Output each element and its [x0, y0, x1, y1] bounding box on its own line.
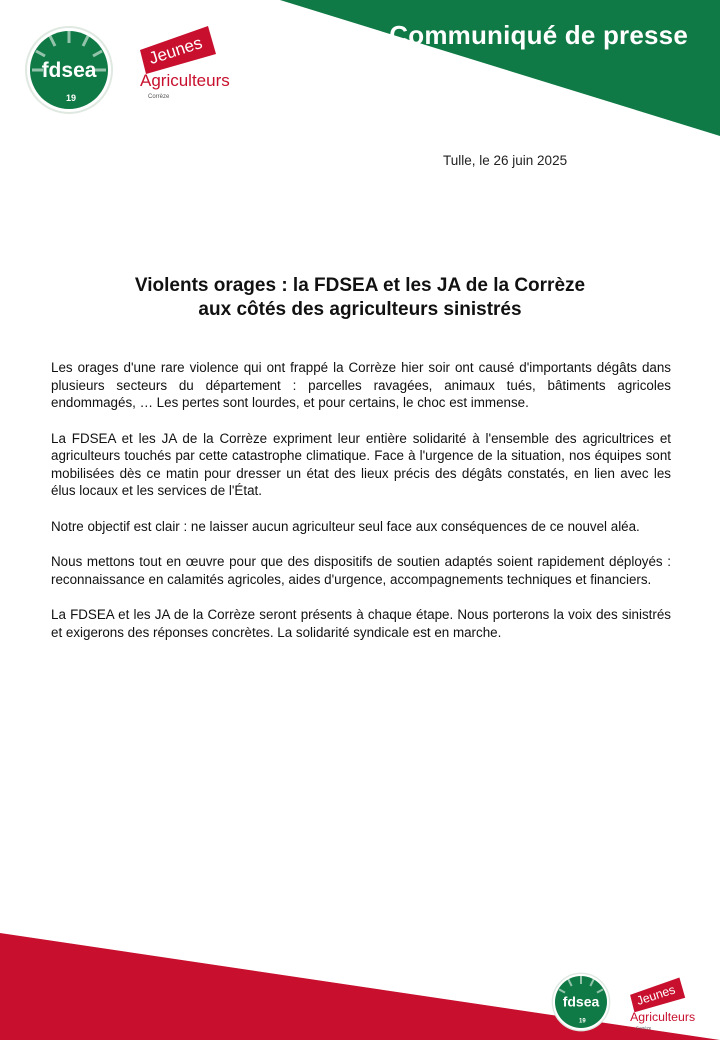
press-release-title — [0, 274, 720, 322]
footer-red-band — [0, 925, 720, 1040]
press-release-body — [51, 359, 671, 659]
fdsea-footer-number: 19 — [578, 1018, 586, 1025]
title-line-2: aux côtés des agriculteurs sinistrés — [198, 299, 522, 320]
ja-logo-region: Corrèze — [148, 94, 170, 100]
ja-logo-line2: Agriculteurs — [140, 71, 230, 90]
ja-logo-footer — [624, 976, 700, 1034]
ja-logo-line1: Jeunes — [146, 33, 205, 69]
date-line: Tulle, le 26 juin 2025 — [443, 153, 568, 168]
paragraph: Les orages d'une rare violence qui ont frappé la Corrèze hier soir ont causé d'importants dégâts dans plusieurs secteurs du département : parcelles ravagées, animaux tués, bâtiments agricoles endommagés, … Les pertes sont lourdes, et pour certains, le choc est immense. — [51, 360, 671, 410]
paragraph: La FDSEA et les JA de la Corrèze seront présents à chaque étape. Nous porterons la voix des sinistrés et exigerons des réponses concrètes. La solidarité syndicale est en marche. — [51, 607, 671, 640]
fdsea-footer-text: fdsea — [562, 993, 600, 1010]
header-title: Communiqué de presse — [389, 20, 688, 50]
ja-logo — [132, 24, 236, 104]
paragraph: Notre objectif est clair : ne laisser aucun agriculteur seul face aux conséquences de ce nouvel aléa. — [51, 518, 640, 534]
fdsea-logo — [24, 25, 114, 115]
ja-footer-line1: Jeunes — [634, 982, 677, 1009]
fdsea-logo-number: 19 — [65, 93, 77, 103]
fdsea-logo-footer — [551, 972, 611, 1032]
paragraph: La FDSEA et les JA de la Corrèze expriment leur entière solidarité à l'ensemble des agricultrices et agriculteurs touchés par cette catastrophe climatique. Face à l'urgence de la situation, nos équipes sont mobilisées dès ce matin pour dresser un état des lieux précis des dégâts constatés, en lien avec les élus locaux et les services de l'État. — [51, 430, 671, 498]
title-line-1: Violents orages : la FDSEA et les JA de la Corrèze — [134, 275, 586, 296]
ja-footer-line2: Agriculteurs — [630, 1009, 696, 1024]
paragraph: Nous mettons tout en œuvre pour que des dispositifs de soutien adaptés soient rapidement déployés : reconnaissance en calamités agricoles, aides d'urgence, accompagnements techniques et financiers. — [51, 554, 671, 587]
fdsea-logo-text: fdsea — [41, 59, 97, 82]
ja-footer-region: Corrèze — [635, 1025, 652, 1031]
